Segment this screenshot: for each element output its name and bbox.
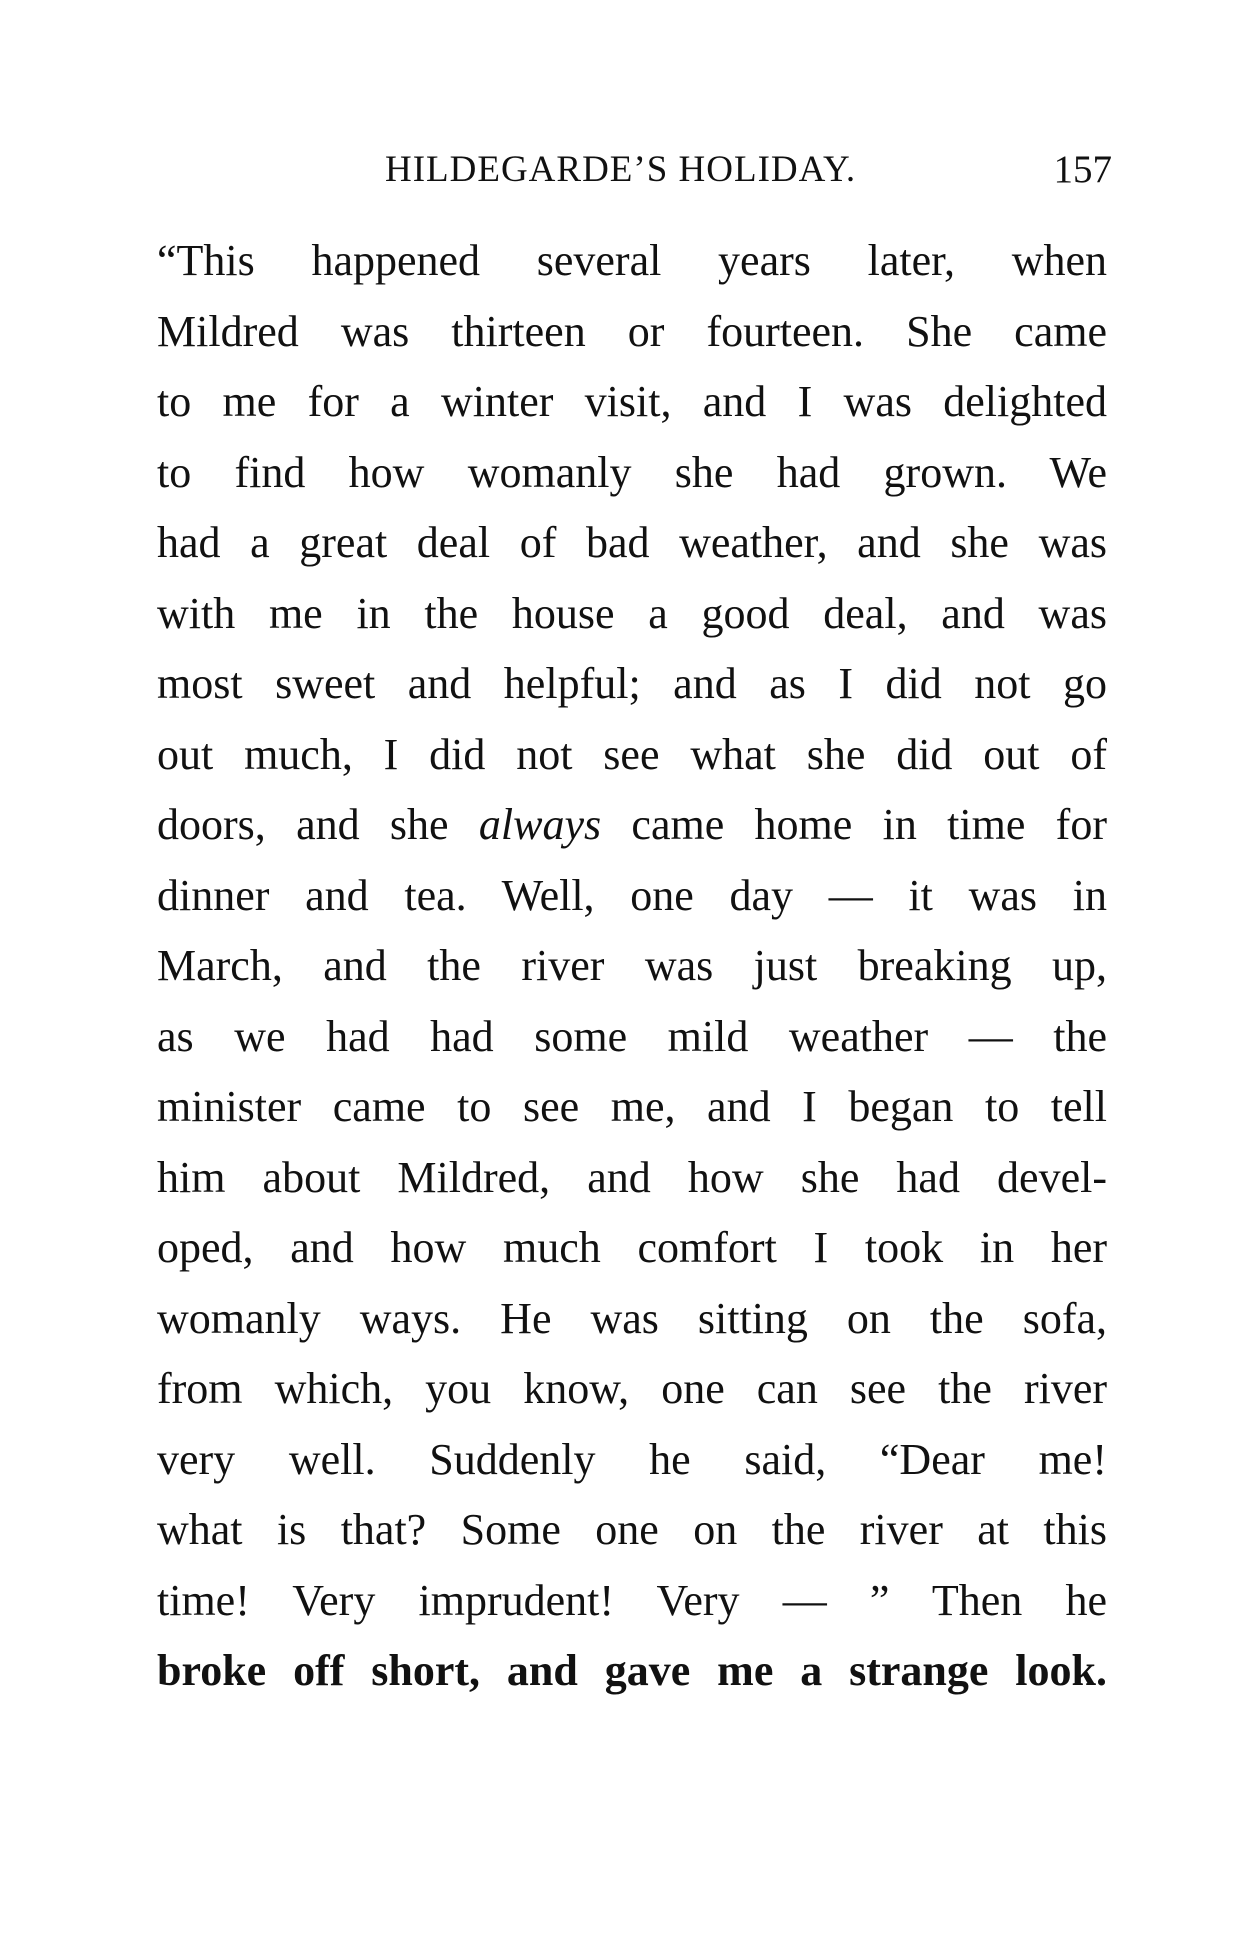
text-line: very well. Suddenly he said, “Dear me!: [157, 1434, 1107, 1484]
text-line: minister came to see me, and I began to tell: [157, 1082, 1107, 1131]
text-line: most sweet and helpful; and as I did not go: [157, 659, 1107, 708]
text-line: Mildred was thirteen or fourteen. She came: [157, 306, 1107, 356]
text-line: from which, you know, one can see the river: [157, 1364, 1107, 1413]
running-title: HILDEGARDE’S HOLIDAY.: [385, 149, 857, 190]
text-line: out much, I did not see what she did out of: [157, 729, 1107, 779]
text-line: what is that? Some one on the river at this: [157, 1505, 1107, 1554]
body-text: [157, 226, 1107, 1707]
italic-word: always: [478, 800, 602, 849]
text-line: dinner and tea. Well, one day — it was in: [157, 870, 1107, 920]
text-line: had a great deal of bad weather, and she was: [157, 518, 1107, 567]
text-segment: doors, and she: [157, 800, 479, 849]
text-line: as we had had some mild weather — the: [157, 1011, 1107, 1061]
text-line: him about Mildred, and how she had devel-: [157, 1152, 1107, 1202]
running-head: [130, 140, 1112, 200]
text-segment: came home in time for: [601, 800, 1107, 849]
text-line: “This happened several years later, when: [157, 236, 1107, 285]
text-line: time! Very imprudent! Very — ” Then he: [157, 1575, 1107, 1625]
text-line: to find how womanly she had grown. We: [157, 447, 1107, 497]
text-line: March, and the river was just breaking up,: [157, 941, 1107, 990]
text-line: broke off short, and gave me a strange look.: [157, 1646, 1107, 1695]
page-number: 157: [1053, 148, 1112, 191]
text-line: oped, and how much comfort I took in her: [157, 1223, 1107, 1272]
text-line: [157, 790, 1107, 861]
text-line: to me for a winter visit, and I was delighted: [157, 377, 1107, 426]
text-line: with me in the house a good deal, and was: [157, 588, 1107, 638]
text-line: womanly ways. He was sitting on the sofa,: [157, 1293, 1107, 1343]
